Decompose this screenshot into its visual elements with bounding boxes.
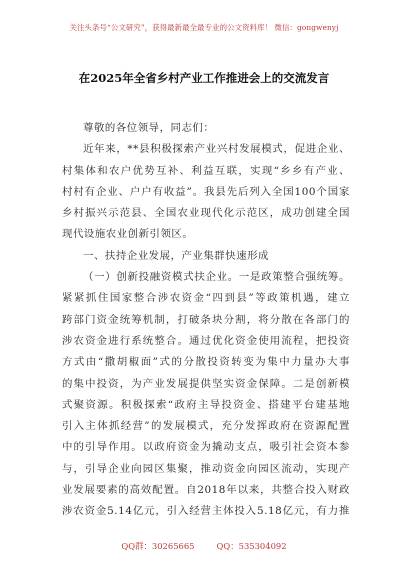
body-line: 的集中投资，为产业发展提供坚实资金保障。二是创新模	[62, 377, 350, 390]
body-line: 引入主体抓经营”的发展模式，充分发挥政府在资源配置	[62, 420, 350, 433]
body-line: 近年来，**县积极探索产业兴村发展模式，促进企业、	[83, 143, 350, 156]
document-body	[62, 118, 350, 523]
footer-contact	[0, 540, 408, 552]
header-promo-text: 关注头条号“公文研究”，获得最新最全最专业的公文资料库！ 微信：gongwenyj	[69, 23, 339, 32]
subsection-line: （一）创新投融资模式扶企业。一是政策整合强统筹。	[83, 271, 350, 284]
document-title: 在2025年全省乡村产业工作推进会上的交流发言	[78, 71, 330, 85]
salutation: 尊敬的各位领导，同志们：	[83, 122, 215, 134]
body-line: 涉农资金5.14亿元，引入经营主体投入5.18亿元，有力推	[62, 505, 350, 518]
body-line: 涉农资金进行系统整合。通过优化资金使用流程，把投资	[62, 334, 350, 347]
body-line: 乡村振兴示范县、全国农业现代化示范区，成功创建全国	[62, 207, 350, 220]
body-line: 村集体和农户优势互补、利益互联，实现“乡乡有产业、	[62, 164, 350, 177]
body-line: 现代设施农业创新引领区。	[62, 228, 194, 241]
body-line: 业发展要素的高效配置。自2018年以来，共整合投入财政	[62, 484, 350, 497]
footer-qq-group: QQ群：30265665	[121, 541, 195, 551]
footer-qq-number: QQ：535304092	[216, 541, 287, 551]
body-line: 方式由“撒胡椒面”式的分散投资转变为集中力量办大事	[62, 356, 350, 369]
body-line: 与，引导企业向园区集聚，推动资金向园区流动，实现产	[62, 462, 350, 475]
body-line: 中的引导作用。以政府资金为撬动支点，吸引社会资本参	[62, 441, 350, 454]
body-line: 紧紧抓住国家整合涉农资金“四到县”等政策机遇，建立	[62, 292, 350, 305]
body-line: 跨部门资金统筹机制，打破条块分割，将分散在各部门的	[62, 313, 350, 326]
body-line: 村村有企业、户户有收益”。我县先后列入全国100个国家	[62, 185, 350, 198]
body-line: 式聚资源。积极探索“政府主导投资金、搭建平台建基地	[62, 398, 350, 411]
section-heading: 一、扶持企业发展，产业集群快速形成	[83, 249, 269, 262]
